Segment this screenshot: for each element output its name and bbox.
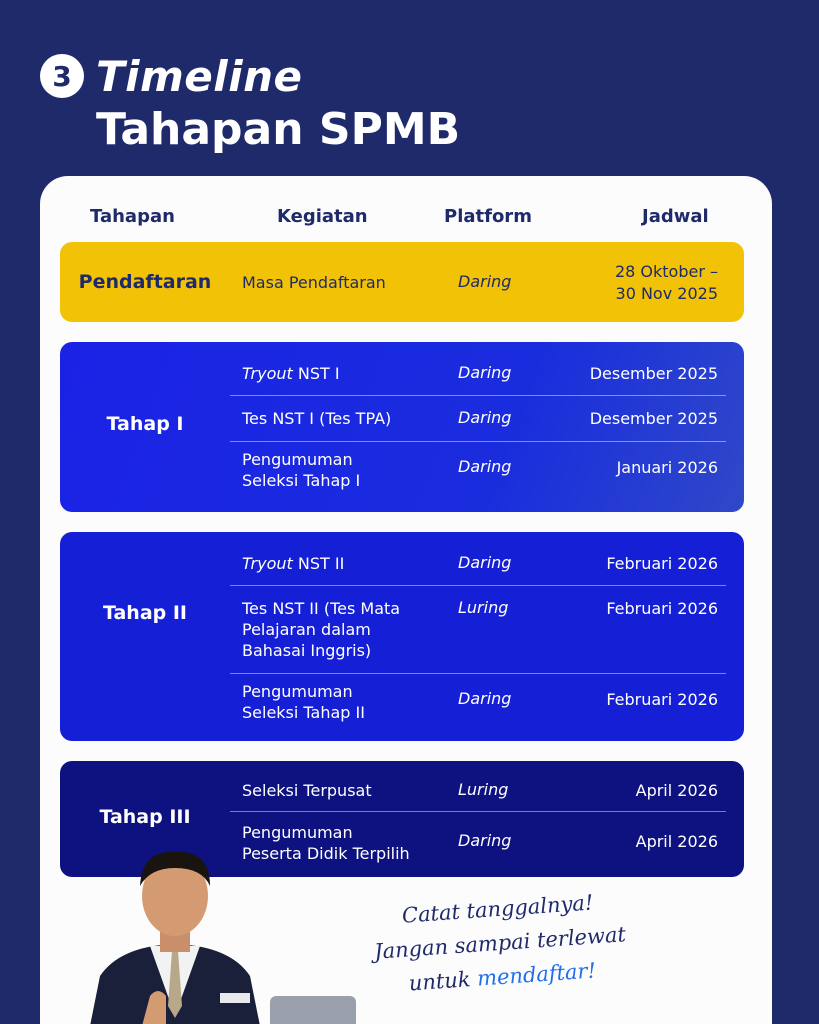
row-divider: [230, 441, 726, 442]
schedule-text: Februari 2026: [606, 690, 718, 709]
platform-text: Daring: [458, 363, 512, 382]
note-line3-highlight: mendaftar!: [476, 958, 597, 991]
platform-text: Daring: [458, 689, 512, 708]
laptop-illustration: [270, 996, 356, 1024]
activity-line2: Seleksi Tahap II: [242, 703, 365, 722]
row-divider: [230, 395, 726, 396]
stage-label-tahap-3: Tahap III: [99, 806, 191, 828]
stage-label-tahap-2: Tahap II: [102, 602, 188, 624]
stage-tahap-1: [60, 342, 744, 512]
activity-line1: Tes NST II (Tes Mata: [242, 599, 401, 618]
platform-text: Daring: [458, 553, 512, 572]
activity-text: Seleksi Terpusat: [242, 781, 372, 800]
activity-rest: NST I: [292, 364, 340, 383]
stage-label-tahap-1: Tahap I: [106, 413, 184, 435]
activity-text: [242, 553, 442, 574]
note-line2: Jangan sampai terlewat: [373, 922, 627, 964]
activity-text: Masa Pendaftaran: [242, 273, 386, 292]
platform-text: Daring: [458, 272, 512, 291]
title-timeline: Timeline: [96, 51, 303, 101]
activity-text: [242, 822, 472, 864]
schedule-line1: 28 Oktober –: [614, 262, 718, 281]
header-line1: [40, 50, 460, 102]
activity-line1: Pengumuman: [242, 682, 353, 701]
activity-text: [242, 598, 442, 661]
activity-emphasis: Tryout: [242, 364, 293, 383]
platform-text: Luring: [458, 780, 509, 799]
page-title: Tahapan SPMB: [96, 104, 461, 155]
column-header-tahapan: Tahapan: [90, 206, 175, 227]
schedule-text: April 2026: [635, 781, 718, 800]
row-divider: [230, 673, 726, 674]
page-header: [40, 50, 460, 155]
schedule-text: Desember 2025: [589, 409, 718, 428]
row-divider: [230, 585, 726, 586]
schedule-text: April 2026: [635, 832, 718, 851]
platform-text: Daring: [458, 408, 512, 427]
stage-pendaftaran: [60, 242, 744, 322]
note-line3-prefix: untuk: [408, 966, 478, 996]
step-number-badge: 3: [40, 54, 84, 98]
student-photo: [80, 846, 270, 1024]
column-header-platform: Platform: [444, 206, 532, 227]
schedule-text: Desember 2025: [589, 364, 718, 383]
stage-label-pendaftaran: Pendaftaran: [78, 271, 212, 293]
activity-line2: Peserta Didik Terpilih: [242, 844, 410, 863]
schedule-text: Februari 2026: [606, 554, 718, 573]
schedule-line2: 30 Nov 2025: [615, 284, 718, 303]
activity-text: [242, 363, 442, 384]
row-divider: [230, 811, 726, 812]
activity-text: Tes NST I (Tes TPA): [242, 409, 392, 428]
activity-text: [242, 681, 442, 723]
activity-line2: Pelajaran dalam: [242, 620, 371, 639]
activity-emphasis: Tryout: [242, 554, 293, 573]
stage-tahap-2: [60, 532, 744, 741]
activity-line2: Seleksi Tahap I: [242, 471, 361, 490]
activity-line1: Pengumuman: [242, 450, 353, 469]
platform-text: Luring: [458, 598, 509, 617]
activity-text: [242, 449, 442, 491]
schedule-text: [615, 261, 718, 305]
activity-rest: NST II: [292, 554, 345, 573]
platform-text: Daring: [458, 831, 512, 850]
schedule-text: Februari 2026: [606, 599, 718, 618]
schedule-text: Januari 2026: [616, 458, 718, 477]
column-header-jadwal: Jadwal: [642, 206, 709, 227]
activity-line3: Bahasai Inggris): [242, 641, 372, 660]
activity-line1: Pengumuman: [242, 823, 353, 842]
note-line1: Catat tanggalnya!: [401, 890, 595, 928]
platform-text: Daring: [458, 457, 512, 476]
column-header-kegiatan: Kegiatan: [277, 206, 368, 227]
